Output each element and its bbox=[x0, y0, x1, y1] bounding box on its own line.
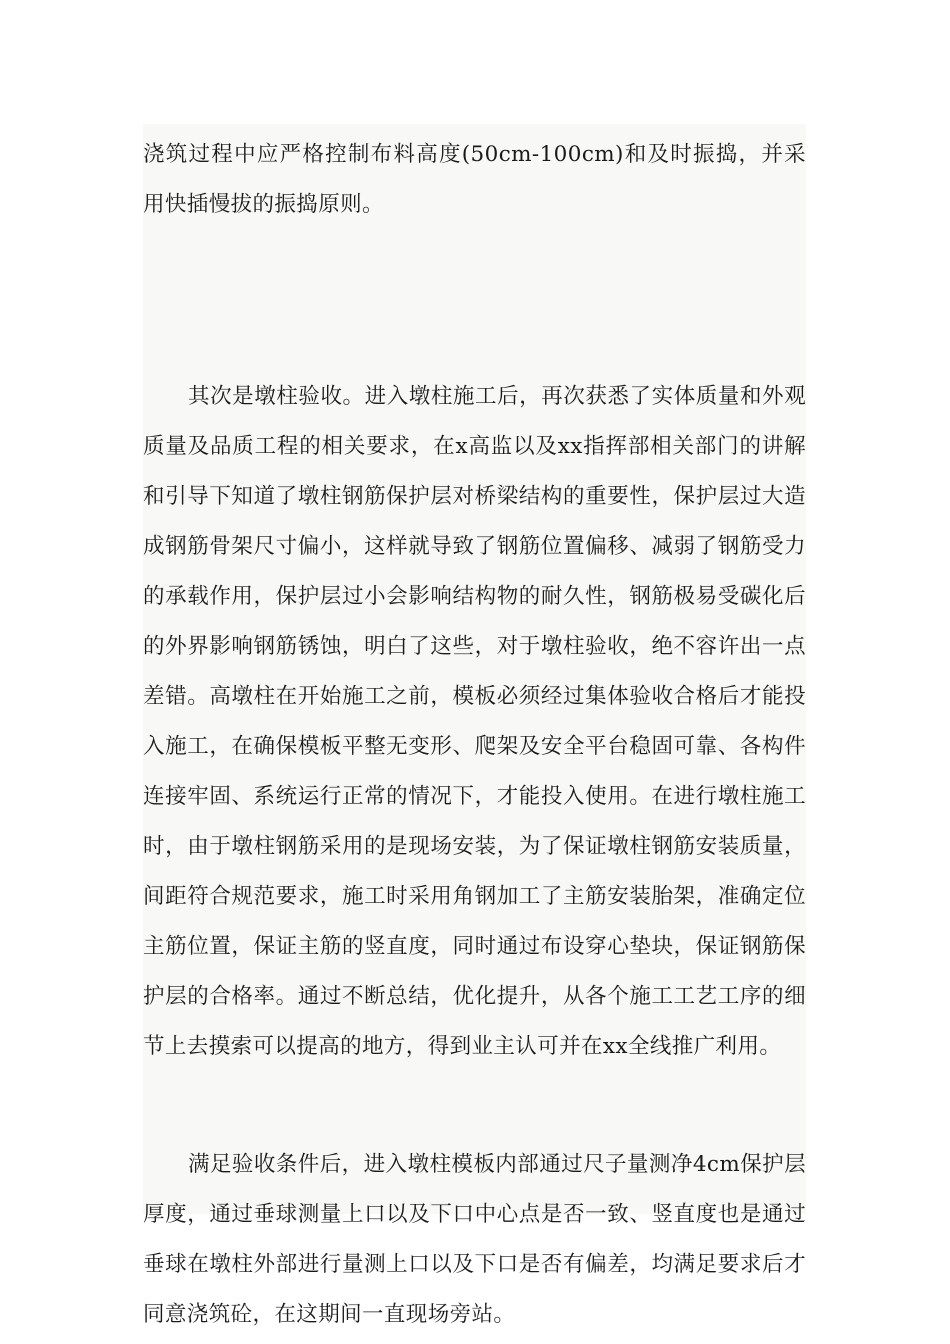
paragraph-pouring-control: 浇筑过程中应严格控制布料高度(50cm-100cm)和及时振捣，并采用快插慢拔的振捣原则。 bbox=[143, 142, 806, 217]
text-body bbox=[143, 124, 806, 1327]
paragraph-pier-acceptance: 其次是墩柱验收。进入墩柱施工后，再次获悉了实体质量和外观质量及品质工程的相关要求，在x高监以及xx指挥部相关部门的讲解和引导下知道了墩柱钢筋保护层对桥梁结构的重要性，保护层过大造成钢筋骨架尺寸偏小，这样就导致了钢筋位置偏移、减弱了钢筋受力的承载作用，保护层过小会影响结构物的耐久性，钢筋极易受碳化后的外界影响钢筋锈蚀，明白了这些，对于墩柱验收，绝不容许出一点差错。高墩柱在开始施工之前，模板必须经过集体验收合格后才能投入施工，在确保模板平整无变形、爬架及安全平台稳固可靠、各构件连接牢固、系统运行正常的情况下，才能投入使用。在进行墩柱施工时，由于墩柱钢筋采用的是现场安装，为了保证墩柱钢筋安装质量，间距符合规范要求，施工时采用角钢加工了主筋安装胎架，准确定位主筋位置，保证主筋的竖直度，同时通过布设穿心垫块，保证钢筋保护层的合格率。通过不断总结，优化提升，从各个施工工艺工序的细节上去摸索可以提高的地方，得到业主认可并在xx全线推广利用。 bbox=[143, 384, 806, 1059]
paragraph-cover-thickness-check: 满足验收条件后，进入墩柱模板内部通过尺子量测净4cm保护层厚度，通过垂球测量上口以及下口中心点是否一致、竖直度也是通过垂球在墩柱外部进行量测上口以及下口是否有偏差，均满足要求后才同意浇筑砼，在这期间一直现场旁站。 bbox=[143, 1152, 806, 1327]
